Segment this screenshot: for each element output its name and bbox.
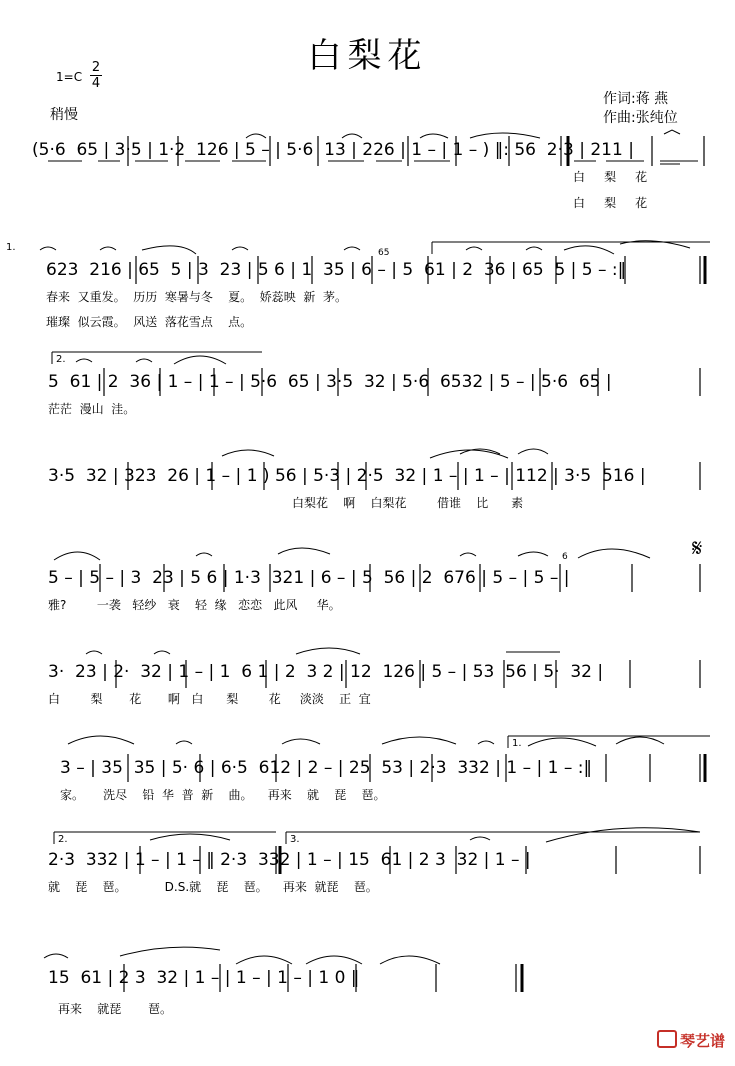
time-signature [90, 60, 102, 91]
system-4-lyric: 白梨花 啊 白梨花 借谁 比 素 [292, 496, 524, 510]
system-4-lines [0, 442, 735, 542]
system-5-notes: 5 – | 5 – | 3 23 | 5 6 | 1·3 321 | 6 – | 5 56 | 2 676 | 5 – | 5 – | [48, 568, 570, 588]
system-7-notes: 3 – | 35 35 | 5· 6 | 6·5 612 | 2 – | 25 53 | 2·3 332 | 1 – | 1 – :‖ [60, 758, 592, 778]
system-4-notes: 3·5 32 | 323 26 | 1 – | 1 ) 56 | 5·3 | 2·5 32 | 1 – | 1 – | 112 | 3·5 516 | [48, 466, 646, 486]
system-6-lyric: 白 梨 花 啊 白 梨 花 淡淡 正 宜 [48, 692, 371, 706]
system-5-lyric: 雅? 一袭 轻纱 衰 轻 缘 恋恋 此风 华。 [48, 598, 341, 612]
system-6-notes: 3· 23 | 2· 32 | 1 – | 1 6 1 | 2 3 2 | 12 126 | 5 – | 53 56 | 5· 32 | [48, 662, 604, 682]
system-7-lines [0, 730, 735, 830]
system-3-lyric: 茫茫 漫山 洼。 [48, 402, 136, 416]
score-system-4 [0, 442, 735, 562]
system-1-lyric-verse-2: 白 梨 花 [573, 196, 648, 210]
key-signature: 1=C [56, 70, 83, 84]
score-system-8 [0, 828, 735, 948]
piano-logo-icon [657, 1030, 677, 1048]
system-9-lyric: 再来 就琵 琶。 [58, 1002, 172, 1016]
site-watermark [657, 1030, 725, 1051]
system-2-notes: 623 216 | 65 5 | 3 23 | 5 6 | 1 35 | 6 – | 5 61 | 2 36 | 65 5 | 5 – :‖ [46, 260, 627, 280]
watermark-text: 琴艺谱 [679, 1032, 725, 1050]
segno-sign: 𝄋 [692, 534, 703, 562]
tempo-marking: 稍慢 [50, 107, 78, 123]
grace-note-65: 65 [378, 248, 390, 258]
volta-3-label: 3. [290, 834, 300, 845]
lyricist-credit: 作词:蒋 燕 [603, 91, 669, 107]
system-3-notes: 5 61 | 2 36 | 1 – | 1 – | 5·6 65 | 3·5 32 | 5·6 6532 | 5 – | 5·6 65 | [48, 372, 612, 392]
volta-2-ending-label: 2. [58, 834, 68, 845]
system-3-lines [0, 344, 735, 444]
volta-1-label: 1. [6, 242, 16, 253]
system-8-lyric: 就 琵 琶。 D.S.就 琵 琶。 再来 就琵 琶。 [48, 880, 378, 894]
song-title: 白梨花 [307, 36, 428, 76]
score-system-2 [0, 240, 735, 360]
grace-note-6: 6 [562, 552, 568, 562]
system-2-lyric-verse-1: 春来 又重发。 历历 寒暑与冬 夏。 娇蕊映 新 茅。 [46, 290, 348, 304]
volta-1-repeat-label: 1. [512, 738, 522, 749]
system-7-lyric: 家。 洗尽 铅 华 普 新 曲。 再来 就 琵 琶。 [60, 788, 386, 802]
time-signature-top: 2 [91, 60, 101, 75]
system-2-lyric-verse-2: 璀璨 似云霞。 风送 落花雪点 点。 [46, 315, 253, 329]
volta-2-label: 2. [56, 354, 66, 365]
system-1-notes: (5·6 65 | 3·5 | 1·2 126 | 5 – | 5·6 13 | 226 | 1 – | 1 – ) ‖: 56 2·3 | 211 | [32, 140, 634, 160]
system-9-notes: 15 61 | 2 3 32 | 1 – | 1 – | 1 – | 1 0 ‖ [48, 968, 360, 988]
time-signature-bottom: 4 [91, 76, 101, 91]
score-system-9 [0, 946, 735, 1066]
system-8-notes: 2·3 332 | 1 – | 1 – ‖ 2·3 332 | 1 – | 15 61 | 2 3 32 | 1 – | [48, 850, 531, 870]
composer-credit: 作曲:张纯位 [603, 110, 678, 126]
score-system-1 [0, 128, 735, 248]
system-1-lyric-verse-1: 白 梨 花 [573, 170, 648, 184]
